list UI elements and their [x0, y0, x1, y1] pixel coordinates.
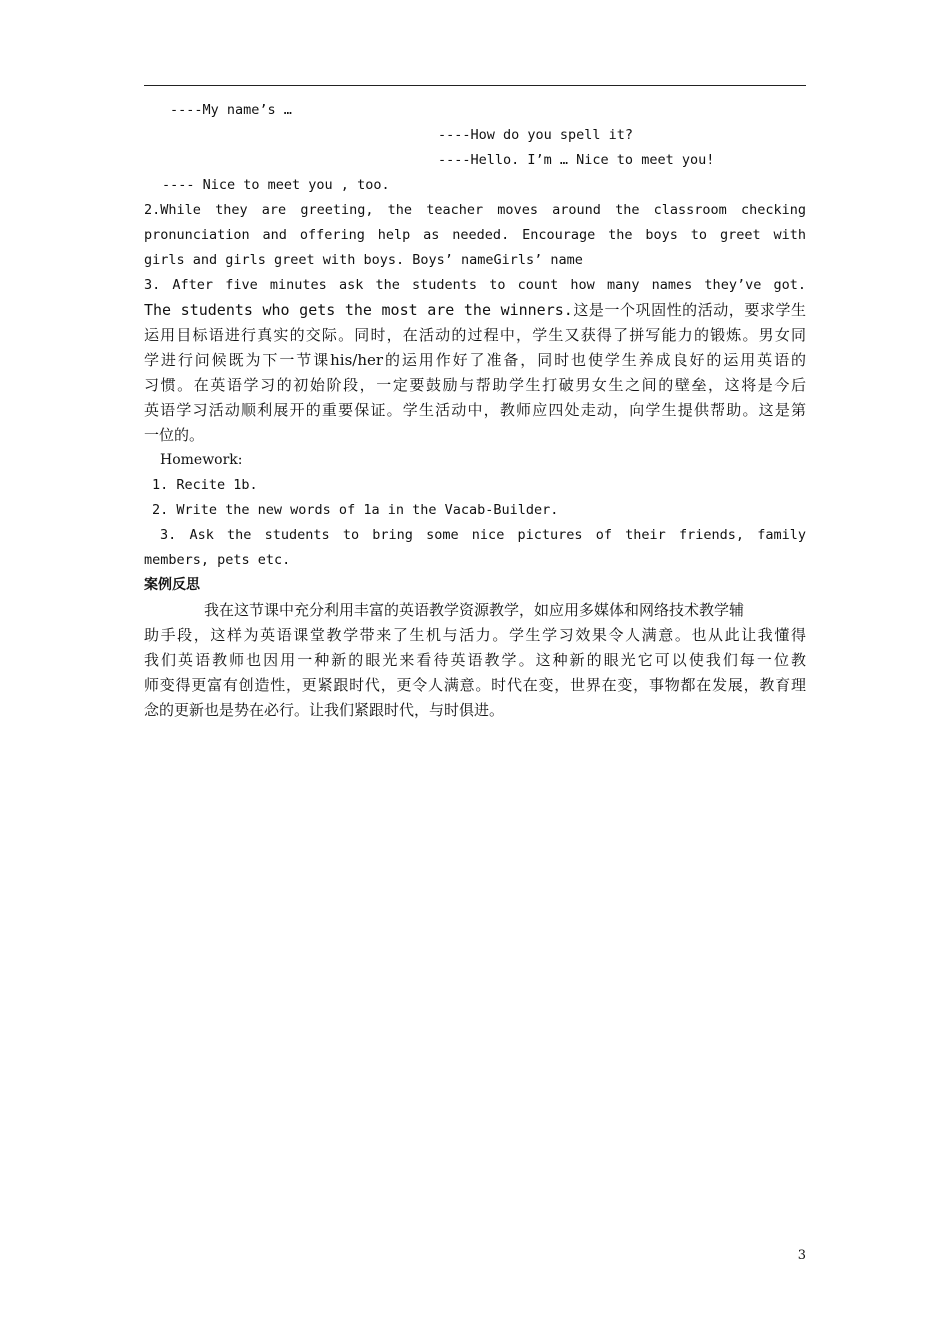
step3-line-7: 一位的。: [144, 426, 205, 444]
reflection-line-4: 师变得更富有创造性，更紧跟时代，更令人满意。时代在变，世界在变，事物都在发展，教育理: [144, 676, 806, 694]
homework-item-2: 2. Write the new words of 1a in the Vacab-Builder.: [152, 502, 559, 518]
page-number: 3: [797, 1248, 806, 1263]
reflection-line-3: 我们英语教师也因用一种新的眼光来看待英语教学。这种新的眼光它可以使我们每一位教: [144, 651, 806, 669]
dialogue-line-3: ----Hello. I’m … Nice to meet you!: [438, 152, 715, 168]
reflection-line-1: 我在这节课中充分利用丰富的英语教学资源教学，如应用多媒体和网络技术教学辅: [204, 601, 745, 619]
dialogue-line-4: ---- Nice to meet you , too.: [162, 177, 390, 193]
step2-line-2: pronunciation and offering help as needed. Encourage the boys to greet with: [144, 227, 806, 243]
dialogue-line-2: ----How do you spell it?: [438, 127, 634, 143]
homework-title: Homework:: [160, 452, 243, 468]
step3-line-6: 英语学习活动顺利展开的重要保证。学生活动中，教师应四处走动，向学生提供帮助。这是第: [144, 401, 806, 419]
step3-line-4: 学进行问候既为下一节课his/her的运用作好了准备，同时也使学生养成良好的运用英语的: [144, 351, 806, 369]
homework-item-1: 1. Recite 1b.: [152, 477, 258, 493]
header-rule: [144, 85, 806, 86]
step2-line-3: girls and girls greet with boys. Boys’ nameGirls’ name: [144, 252, 583, 268]
step3-line-3: 运用目标语进行真实的交际。同时，在活动的过程中，学生又获得了拼写能力的锻炼。男女同: [144, 326, 806, 344]
reflection-heading: 案例反思: [144, 577, 200, 593]
step2-line-1: 2.While they are greeting, the teacher moves around the classroom checking: [144, 202, 806, 218]
step3-line-5: 习惯。在英语学习的初始阶段，一定要鼓励与帮助学生打破男女生之间的壁垒，这将是今后: [144, 376, 806, 394]
page-content: [144, 98, 806, 723]
step3-line-1: 3. After five minutes ask the students to count how many names they’ve got.: [144, 277, 806, 293]
homework-item-3-line-1: 3. Ask the students to bring some nice pictures of their friends, family: [160, 527, 806, 543]
reflection-line-2: 助手段，这样为英语课堂教学带来了生机与活力。学生学习效果令人满意。也从此让我懂得: [144, 626, 806, 644]
homework-item-3-line-2: members, pets etc.: [144, 552, 291, 568]
dialogue-line-1: ----My name’s …: [170, 102, 292, 118]
reflection-line-5: 念的更新也是势在必行。让我们紧跟时代，与时俱进。: [144, 701, 505, 719]
step3-line-2: The students who gets the most are the winners.这是一个巩固性的活动，要求学生: [144, 301, 806, 319]
